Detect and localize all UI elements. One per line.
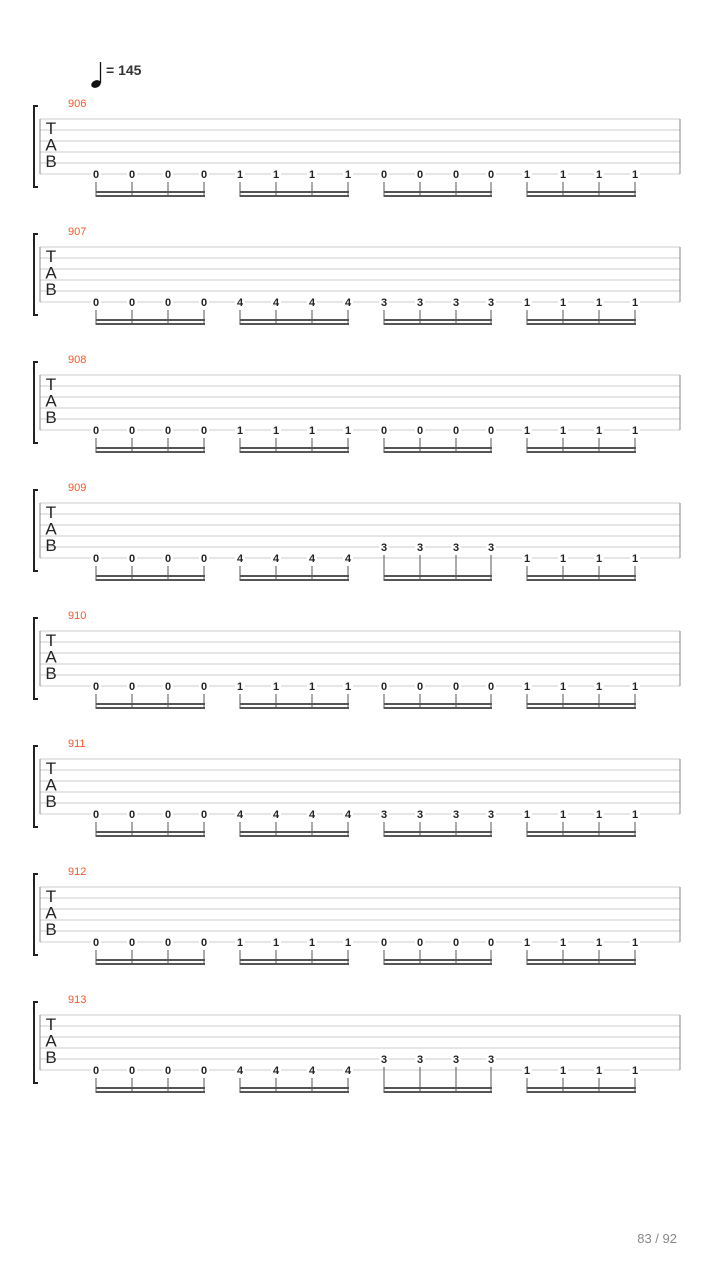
fret-number: 3 [452, 1054, 460, 1066]
beam [240, 319, 349, 321]
beam [96, 835, 205, 837]
fret-number: 1 [595, 937, 603, 949]
beam [527, 963, 636, 965]
beam [96, 575, 205, 577]
tab-system [34, 354, 680, 453]
system-bracket [34, 746, 38, 827]
fret-number: 1 [523, 1065, 531, 1077]
tab-clef-letter: T [45, 631, 57, 650]
fret-number: 4 [272, 1065, 280, 1077]
fret-number: 0 [164, 1065, 172, 1077]
system-bracket [34, 618, 38, 699]
beam [96, 451, 205, 453]
system-bracket [34, 874, 38, 955]
fret-number: 0 [200, 809, 208, 821]
tab-clef-letter: T [45, 1015, 57, 1034]
fret-number: 0 [128, 809, 136, 821]
page-number: 83 / 92 [637, 1231, 677, 1246]
beam [240, 323, 349, 325]
beam [96, 191, 205, 193]
fret-number: 1 [272, 425, 280, 437]
system-bracket [34, 106, 38, 187]
fret-number: 0 [200, 425, 208, 437]
fret-number: 1 [272, 937, 280, 949]
fret-number: 0 [164, 425, 172, 437]
tab-system [34, 738, 680, 837]
fret-number: 1 [272, 169, 280, 181]
fret-number: 1 [236, 681, 244, 693]
tab-clef-letter: A [45, 1031, 57, 1051]
beam [96, 831, 205, 833]
beam [240, 451, 349, 453]
fret-number: 1 [595, 425, 603, 437]
fret-number: 0 [452, 425, 460, 437]
beam [527, 195, 636, 197]
fret-number: 0 [416, 425, 424, 437]
beam [384, 1091, 492, 1093]
tab-clef-letter: B [45, 536, 57, 555]
fret-number: 4 [344, 1065, 352, 1077]
fret-number: 0 [164, 937, 172, 949]
fret-number: 1 [523, 169, 531, 181]
fret-number: 0 [416, 169, 424, 181]
beam [96, 959, 205, 961]
measure-number: 907 [68, 226, 87, 238]
beam [96, 195, 205, 197]
beam [384, 319, 492, 321]
tab-clef-letter: T [45, 247, 57, 266]
beam [384, 575, 492, 577]
beam [384, 191, 492, 193]
fret-number: 0 [200, 169, 208, 181]
fret-number: 4 [272, 809, 280, 821]
fret-number: 0 [92, 553, 100, 565]
fret-number: 1 [595, 809, 603, 821]
beam [384, 323, 492, 325]
fret-number: 0 [128, 681, 136, 693]
beam [96, 707, 205, 709]
measure-number: 911 [68, 738, 86, 750]
beam [384, 703, 492, 705]
fret-number: 0 [487, 425, 495, 437]
fret-number: 4 [272, 297, 280, 309]
tab-clef-letter: B [45, 408, 57, 427]
fret-number: 0 [380, 425, 388, 437]
fret-number: 0 [380, 681, 388, 693]
fret-number: 1 [631, 425, 639, 437]
beam [240, 831, 349, 833]
beam [527, 579, 636, 581]
tab-clef-letter: B [45, 152, 57, 171]
fret-number: 0 [128, 1065, 136, 1077]
fret-number: 1 [559, 425, 567, 437]
beam [240, 1087, 349, 1089]
beam [527, 831, 636, 833]
fret-number: 1 [523, 809, 531, 821]
fret-number: 0 [164, 297, 172, 309]
beam [384, 835, 492, 837]
fret-number: 1 [308, 425, 316, 437]
tab-clef-letter: T [45, 375, 57, 394]
fret-number: 1 [344, 681, 352, 693]
fret-number: 0 [452, 681, 460, 693]
quarter-note-icon [90, 62, 102, 89]
beam [240, 195, 349, 197]
fret-number: 0 [200, 937, 208, 949]
tab-clef-letter: T [45, 503, 57, 522]
fret-number: 0 [92, 1065, 100, 1077]
fret-number: 1 [595, 297, 603, 309]
fret-number: 1 [559, 1065, 567, 1077]
fret-number: 0 [487, 681, 495, 693]
fret-number: 1 [344, 937, 352, 949]
fret-number: 0 [128, 553, 136, 565]
beam [527, 703, 636, 705]
beam [384, 959, 492, 961]
measure-number: 909 [68, 482, 87, 494]
fret-number: 1 [595, 553, 603, 565]
fret-number: 4 [308, 297, 316, 309]
fret-number: 1 [595, 681, 603, 693]
fret-number: 1 [559, 297, 567, 309]
fret-number: 3 [487, 542, 495, 554]
tab-clef-letter: A [45, 647, 57, 667]
beam [96, 703, 205, 705]
system-bracket [34, 1002, 38, 1083]
fret-number: 4 [308, 553, 316, 565]
fret-number: 0 [380, 937, 388, 949]
fret-number: 0 [380, 169, 388, 181]
fret-number: 0 [92, 297, 100, 309]
fret-number: 3 [416, 297, 424, 309]
fret-number: 1 [631, 297, 639, 309]
fret-number: 4 [272, 553, 280, 565]
measure-number: 913 [68, 994, 87, 1006]
measure-number: 912 [68, 866, 87, 878]
tab-clef-letter: B [45, 792, 57, 811]
fret-number: 1 [308, 937, 316, 949]
fret-number: 0 [487, 937, 495, 949]
fret-number: 1 [631, 169, 639, 181]
fret-number: 1 [523, 681, 531, 693]
beam [384, 447, 492, 449]
fret-number: 1 [631, 937, 639, 949]
tab-clef-letter: T [45, 887, 57, 906]
beam [527, 1091, 636, 1093]
beam [96, 447, 205, 449]
fret-number: 1 [559, 553, 567, 565]
tab-clef-letter: A [45, 519, 57, 539]
fret-number: 0 [452, 937, 460, 949]
beam [240, 703, 349, 705]
fret-number: 4 [236, 553, 244, 565]
beam [384, 1087, 492, 1089]
fret-number: 4 [236, 809, 244, 821]
fret-number: 0 [92, 937, 100, 949]
fret-number: 0 [200, 553, 208, 565]
fret-number: 1 [631, 1065, 639, 1077]
fret-number: 4 [308, 809, 316, 821]
fret-number: 1 [308, 169, 316, 181]
fret-number: 1 [559, 937, 567, 949]
fret-number: 1 [523, 425, 531, 437]
fret-number: 0 [416, 937, 424, 949]
beam [240, 575, 349, 577]
tab-system [34, 610, 680, 709]
fret-number: 1 [631, 809, 639, 821]
tab-clef-letter: A [45, 903, 57, 923]
fret-number: 0 [92, 169, 100, 181]
beam [527, 835, 636, 837]
beam [240, 579, 349, 581]
fret-number: 3 [487, 1054, 495, 1066]
system-bracket [34, 362, 38, 443]
tab-clef-letter: B [45, 664, 57, 683]
fret-number: 0 [164, 681, 172, 693]
fret-number: 0 [92, 809, 100, 821]
fret-number: 3 [452, 297, 460, 309]
fret-number: 0 [128, 937, 136, 949]
beam [240, 191, 349, 193]
fret-number: 1 [595, 1065, 603, 1077]
fret-number: 0 [128, 297, 136, 309]
fret-number: 0 [487, 169, 495, 181]
fret-number: 3 [452, 809, 460, 821]
fret-number: 1 [344, 169, 352, 181]
beam [527, 323, 636, 325]
fret-number: 3 [380, 809, 388, 821]
beam [527, 451, 636, 453]
beam [384, 451, 492, 453]
fret-number: 0 [92, 681, 100, 693]
beam [527, 447, 636, 449]
beam [240, 959, 349, 961]
tab-clef-letter: A [45, 135, 57, 155]
beam [240, 963, 349, 965]
fret-number: 1 [631, 553, 639, 565]
beam [240, 1091, 349, 1093]
beam [240, 447, 349, 449]
tempo-marking [90, 62, 142, 89]
beam [527, 959, 636, 961]
tab-clef-letter: A [45, 263, 57, 283]
fret-number: 0 [416, 681, 424, 693]
fret-number: 0 [128, 169, 136, 181]
measure-number: 910 [68, 610, 87, 622]
tab-clef-letter: T [45, 119, 57, 138]
beam [384, 195, 492, 197]
tab-clef-letter: A [45, 391, 57, 411]
fret-number: 3 [452, 542, 460, 554]
fret-number: 0 [92, 425, 100, 437]
beam [96, 1087, 205, 1089]
fret-number: 3 [380, 542, 388, 554]
beam [384, 831, 492, 833]
tab-systems [34, 98, 680, 1093]
beam [527, 191, 636, 193]
beam [384, 579, 492, 581]
fret-number: 1 [559, 809, 567, 821]
tab-clef-letter: B [45, 920, 57, 939]
fret-number: 4 [236, 297, 244, 309]
fret-number: 1 [344, 425, 352, 437]
beam [384, 707, 492, 709]
fret-number: 1 [236, 425, 244, 437]
fret-number: 0 [452, 169, 460, 181]
fret-number: 0 [164, 809, 172, 821]
tab-system [34, 98, 680, 197]
beam [240, 707, 349, 709]
tab-system [34, 226, 680, 325]
tab-clef-letter: B [45, 280, 57, 299]
beam [527, 319, 636, 321]
fret-number: 3 [380, 1054, 388, 1066]
fret-number: 1 [272, 681, 280, 693]
beam [96, 323, 205, 325]
beam [96, 963, 205, 965]
fret-number: 3 [487, 809, 495, 821]
tab-system [34, 482, 680, 581]
fret-number: 4 [308, 1065, 316, 1077]
beam [384, 963, 492, 965]
fret-number: 1 [631, 681, 639, 693]
fret-number: 4 [344, 553, 352, 565]
beam [527, 707, 636, 709]
beam [240, 835, 349, 837]
fret-number: 1 [559, 169, 567, 181]
tab-clef-letter: B [45, 1048, 57, 1067]
fret-number: 1 [595, 169, 603, 181]
fret-number: 0 [200, 681, 208, 693]
fret-number: 0 [164, 553, 172, 565]
fret-number: 1 [308, 681, 316, 693]
beam [96, 319, 205, 321]
fret-number: 1 [559, 681, 567, 693]
system-bracket [34, 490, 38, 571]
fret-number: 3 [416, 542, 424, 554]
fret-number: 1 [523, 937, 531, 949]
beam [96, 579, 205, 581]
fret-number: 1 [236, 169, 244, 181]
fret-number: 4 [344, 297, 352, 309]
beam [527, 1087, 636, 1089]
tab-clef-letter: A [45, 775, 57, 795]
fret-number: 0 [128, 425, 136, 437]
measure-number: 906 [68, 98, 87, 110]
fret-number: 0 [164, 169, 172, 181]
fret-number: 4 [344, 809, 352, 821]
fret-number: 3 [416, 1054, 424, 1066]
fret-number: 4 [236, 1065, 244, 1077]
fret-number: 1 [523, 553, 531, 565]
fret-number: 1 [523, 297, 531, 309]
fret-number: 1 [236, 937, 244, 949]
fret-number: 3 [487, 297, 495, 309]
tempo-value: = 145 [106, 62, 142, 78]
fret-number: 3 [416, 809, 424, 821]
fret-number: 0 [200, 297, 208, 309]
measure-number: 908 [68, 354, 87, 366]
beam [96, 1091, 205, 1093]
fret-number: 3 [380, 297, 388, 309]
tab-system [34, 994, 680, 1093]
tab-system [34, 866, 680, 965]
system-bracket [34, 234, 38, 315]
beam [527, 575, 636, 577]
fret-number: 0 [200, 1065, 208, 1077]
tab-clef-letter: T [45, 759, 57, 778]
